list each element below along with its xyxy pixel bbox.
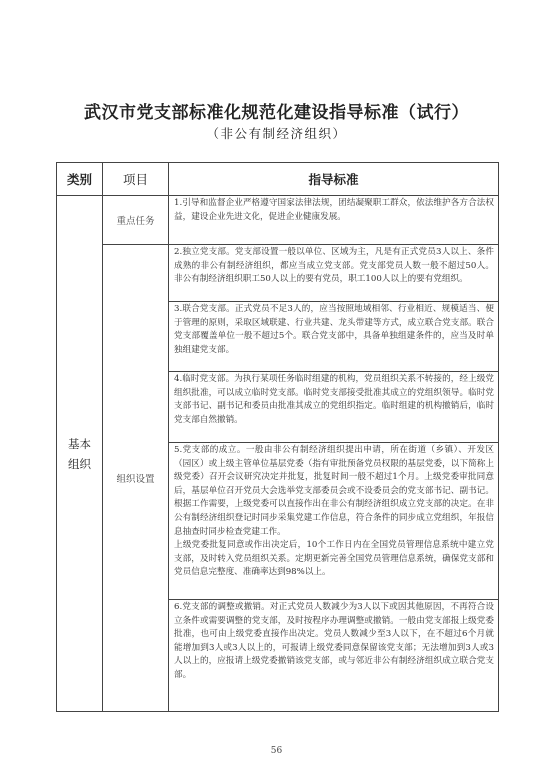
header-standard: 指导标准 xyxy=(169,163,499,196)
standard-text: 1.引导和监督企业严格遵守国家法律法规，团结凝聚职工群众，依法维护各方合法权益，建设企业先进文化，促进企业健康发展。 xyxy=(169,196,499,245)
table-row xyxy=(57,245,499,302)
standard-text: 2.独立党支部。党支部设置一般以单位、区域为主，凡是有正式党员3人以上、条件成熟的非公有制经济组织，都应当成立党支部。党支部党员人数一般不超过50人。非公有制经济组织职工50人以上的要有党员，职工100人以上的要有党组织。 xyxy=(169,245,499,302)
document-subtitle: （非公有制经济组织） xyxy=(206,126,347,141)
header-category: 类别 xyxy=(57,163,103,196)
table-row xyxy=(57,196,499,245)
item-org-setup: 组织设置 xyxy=(103,245,169,712)
standard-text: 4.临时党支部。为执行某项任务临时组建的机构，党员组织关系不转接的，经上级党组织批准，可以成立临时党支部。临时党支部接受批准其成立的党组织领导。临时党支部书记、副书记和委员由批准其成立的党组织指定。临时组建的机构撤销后，临时党支部自然撤销。 xyxy=(169,372,499,443)
item-key-tasks: 重点任务 xyxy=(103,196,169,245)
standard-text: 3.联合党支部。正式党员不足3人的，应当按照地域相邻、行业相近、规模适当、便于管理的原则，采取区域联建、行业共建、龙头带建等方式，成立联合党支部。联合党支部覆盖单位一般不超过5个。联合党支部中，具备单独组建条件的，应当及时单独组建党支部。 xyxy=(169,302,499,372)
standard-text: 5.党支部的成立。一般由非公有制经济组织提出申请，所在街道（乡镇）、开发区（园区）或上级主管单位基层党委（指有审批预备党员权限的基层党委，以下简称上级党委）召开会议研究决定并批复，批复时间一般不超过1个月。上级党委审批同意后，基层单位召开党员大会选举党支部委员会或不设委员会的党支部书记、副书记。根据工作需要，上级党委可以直接作出在非公有制经济组织成立党支部的决定。在非公有制经济组织登记时同步采集党建工作信息，符合条件的同步成立党组织，年报信息抽查时同步检查党建工作。 上级党委批复同意或作出决定后，10个工作日内在全国党员管理信息系统中建立党支部，及时转入党员组织关系。定期更新完善全国党员管理信息系统，确保党支部和党员信息完整度、准确率达到98%以上。 xyxy=(169,443,499,600)
document-title: 武汉市党支部标准化规范化建设指导标准（试行） xyxy=(84,103,469,123)
category-cell: 基本 组织 xyxy=(57,196,103,712)
standard-text: 6.党支部的调整或撤销。对正式党员人数减少为3人以下或因其他原因，不再符合设立条件或需要调整的党支部，及时按程序办理调整或撤销。一般由党支部报上级党委批准，也可由上级党委直接作出决定。党员人数减少至3人以下，在不超过6个月就能增加到3人或3人以上的，可报请上级党委同意保留该党支部；无法增加到3人或3人以上的，应报请上级党委撤销该党支部，或与邻近非公有制经济组织成立联合党支部。 xyxy=(169,600,499,712)
standards-table xyxy=(56,162,499,712)
page-number: 56 xyxy=(270,746,283,756)
table-header-row xyxy=(57,163,499,196)
header-item: 项目 xyxy=(103,163,169,196)
